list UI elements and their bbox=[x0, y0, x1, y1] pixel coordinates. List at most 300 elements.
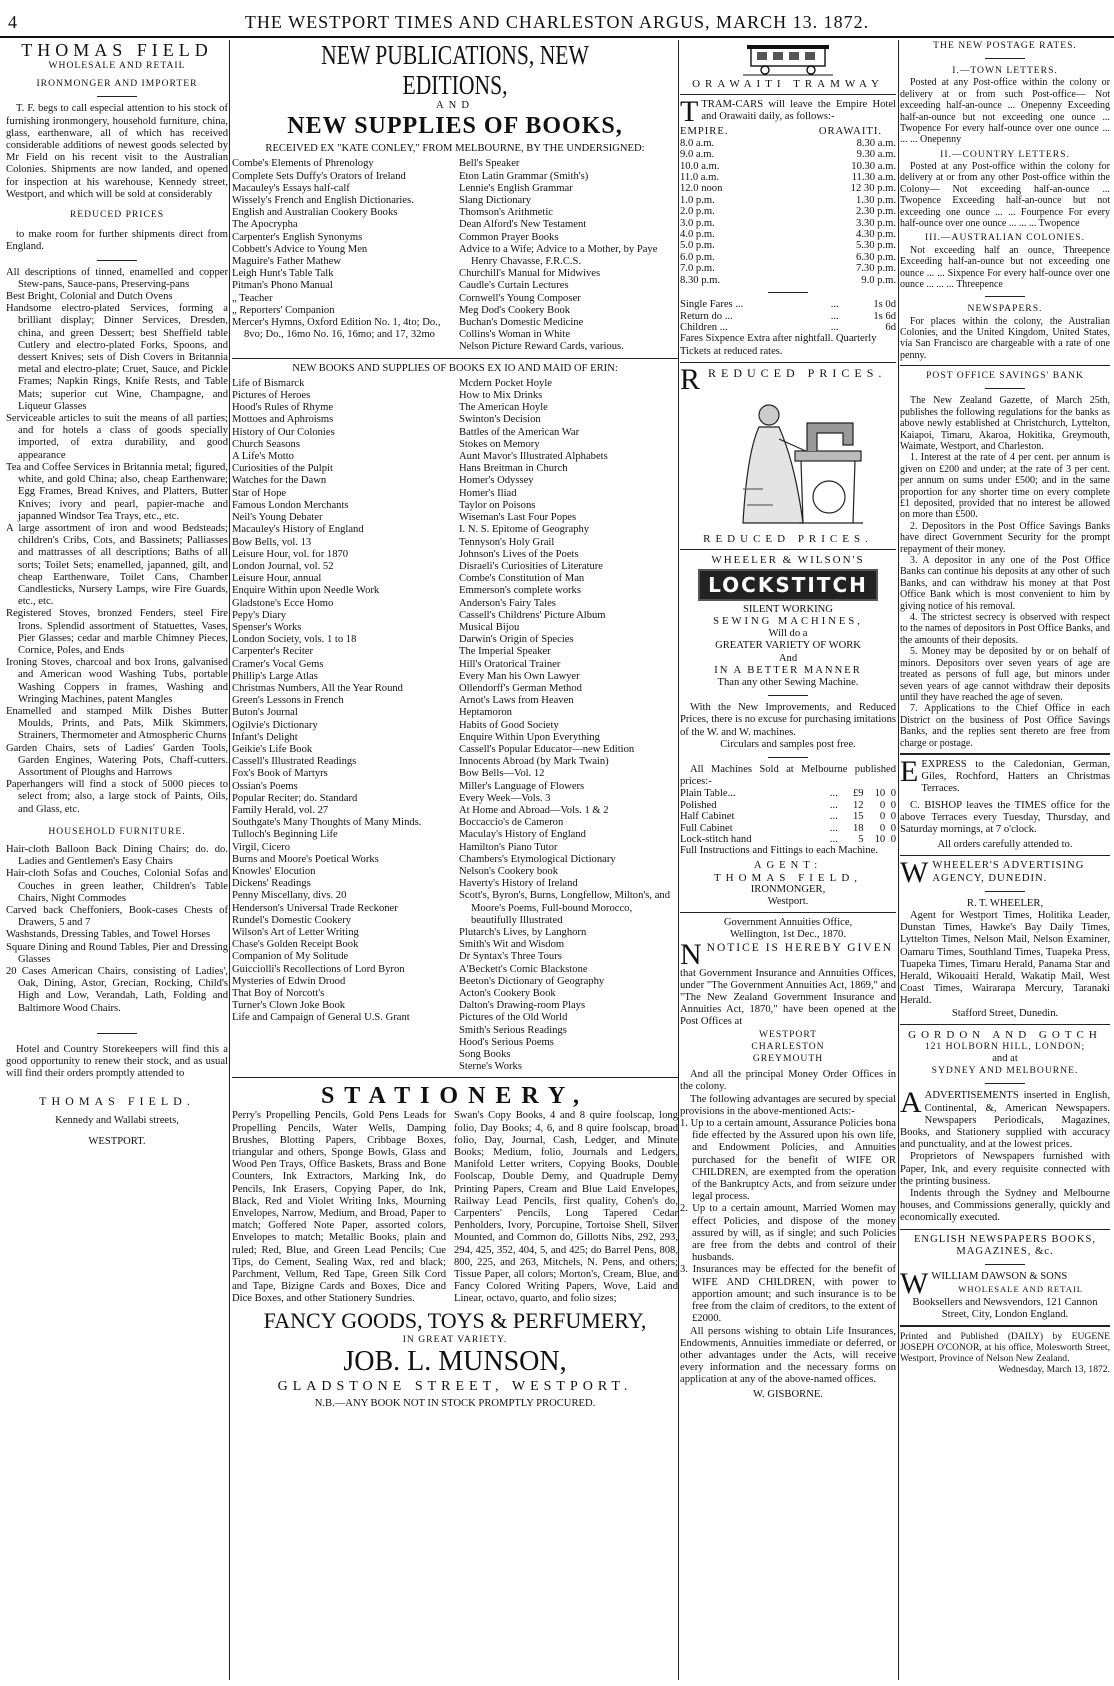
timetable-row-cell: 11.0 a.m. bbox=[680, 172, 720, 184]
town-letters-text: Posted at any Post-office within the colony or delivery at or from such Post-office— Not exceeding half-an-ounce ... Onepenny Exceeding half-an-ounce but not exceeding one ounce ... Twopence For every half-ounce over one ounce ... ... ... Onepenny bbox=[900, 77, 1110, 146]
fare-row-cell: Return do ... bbox=[680, 310, 733, 322]
timetable-row-cell: 8.30 p.m. bbox=[680, 274, 721, 286]
savings-point: 2. Depositors in the Post Office Savings Banks have direct Government Security for the prompt repayment of their money. bbox=[900, 520, 1110, 555]
divider bbox=[680, 912, 896, 913]
timetable-row-cell: 2.30 p.m. bbox=[855, 206, 896, 218]
government-annuities-notice bbox=[680, 917, 896, 1401]
stationery-heading: STATIONERY, bbox=[320, 1083, 590, 1110]
timetable-row-cell: 9.30 a.m. bbox=[856, 149, 896, 161]
price-row-cell: 0 bbox=[890, 822, 896, 834]
furniture-heading: HOUSEHOLD FURNITURE. bbox=[48, 825, 186, 837]
intro-text: T. F. begs to call especial attention to his stock of furnishing ironmongery, household furniture, china, glass, earthenware, all of which has received considerable additions of newest goods selected by Mr Field on his recent visit to the Australian Colonies. Shipments are now landed, and opened for inspection at his warehouse, Kennedy street, Westport, and which will be sold at considerably bbox=[6, 103, 228, 200]
book-title: Famous London Merchants bbox=[232, 499, 349, 511]
book-title: Burns and Moore's Poetical Works bbox=[232, 853, 379, 865]
timetable-row-cell: 6.30 p.m. bbox=[855, 251, 896, 263]
divider bbox=[97, 260, 137, 261]
gov-date: Wellington, 1st Dec., 1870. bbox=[730, 929, 846, 941]
price-row-cell: ... bbox=[829, 788, 838, 800]
timetable-row-cell: 5.0 p.m. bbox=[680, 240, 715, 252]
book-title: Boccaccio's de Cameron bbox=[459, 817, 564, 829]
advertiser-trade: IRONMONGER AND IMPORTER bbox=[36, 78, 198, 90]
advantages-text: The following advantages are secured by special provisions in the above-mentioned Acts:- bbox=[680, 1093, 896, 1117]
book-title: Gladstone's Ecce Homo bbox=[232, 597, 334, 609]
divider bbox=[232, 1077, 678, 1078]
timetable-row bbox=[680, 275, 896, 286]
book-title: Maguire's Father Mathew bbox=[232, 256, 341, 268]
savings-point: 1. Interest at the rate of 4 per cent. per annum is given on £200 and under; at the rate of 3 per cent. per annum on sums under £500; and in the same proportion for any shorter time on every complete £1 deposited, provided that no interest be allowed on more than £500. bbox=[900, 452, 1110, 521]
book-title: Hamilton's Piano Tutor bbox=[459, 841, 558, 853]
signature: THOMAS FIELD. bbox=[39, 1094, 195, 1109]
timetable-row bbox=[680, 172, 896, 183]
book-list-2-heading: NEW BOOKS AND SUPPLIES OF BOOKS EX IO AND MAID OF ERIN: bbox=[292, 362, 618, 374]
headline-2: NEW SUPPLIES OF BOOKS, bbox=[287, 113, 623, 140]
divider bbox=[985, 388, 1025, 389]
agent-name: THOMAS FIELD, bbox=[713, 871, 863, 884]
book-title: Acton's Cookery Book bbox=[459, 988, 556, 1000]
stationery-left: Perry's Propelling Pencils, Gold Pens Leads for Propelling Pencils, Water Wells, Damping Brushes, Blotting Papers, Cribbage Boxes, triangular and others, Sponge Bowls, Glass and Wood Pen Trays, Office Baskets, Brass and Bone Counters, Ink Extractors, Marking Ink, do Pencils, Ink Erasers, Copying Paper, do Ink, Black, Red and Violet Writing Inks, Mourning Envelopes, Narrow, Medium, and Broad, Paper to match; Goffered Note Paper, assorted colors, Envelopes to match; Metallic Books, plain and ruled; Red, Blue, and Green Lead Pencils; Cue Tips, do Cement, Sealing Wax, red and black; Parchment, Vellum, Red Tape, Green Silk Cord and Tape, Bizigne Cards and Boxes, Dice and Dice Boxes, and other Stationery Sundries. bbox=[232, 1110, 446, 1305]
book-title: Hill's Oratorical Trainer bbox=[459, 658, 561, 670]
book-list-2-left bbox=[232, 378, 451, 1074]
price-row-cell: Half Cabinet bbox=[680, 811, 735, 823]
furniture-item: 20 Cases American Chairs, consisting of Ladies', Oak, Dining, Astor, Grecian, Rocking, Child's High and Low, Verandah, Lath, Folding and Baltimore Wood Chairs. bbox=[6, 966, 228, 1014]
drop-cap: W bbox=[900, 1267, 929, 1301]
book-title: The Imperial Speaker bbox=[459, 646, 551, 658]
book-title: Star of Hope bbox=[232, 487, 287, 499]
town-westport: WESTPORT bbox=[758, 1028, 818, 1040]
book-title: Knowles' Elocution bbox=[232, 865, 316, 877]
tramway-advert bbox=[680, 42, 896, 358]
book-title: London Journal, vol. 52 bbox=[232, 560, 334, 572]
divider bbox=[985, 58, 1025, 59]
munson-book-advert bbox=[232, 40, 678, 1680]
book-title: Homer's Iliad bbox=[459, 487, 517, 499]
book-title: Bow Bells—Vol. 12 bbox=[459, 768, 545, 780]
savings-point: 5. Money may be deposited by or on behalf of minors. Depositors over seven years of age are treated as persons of full age, but minors under seven years of age cannot withdraw their deposits until they have reached the age of seven. bbox=[900, 646, 1110, 703]
drop-cap: N bbox=[680, 937, 704, 971]
fare-row-cell: 6d bbox=[885, 321, 896, 333]
advertiser-sub: WHOLESALE AND RETAIL bbox=[48, 60, 186, 71]
gov-office: Government Annuities Office, bbox=[723, 917, 853, 929]
fares-note: Fares Sixpence Extra after nightfall. Quarterly Tickets at reduced rates. bbox=[680, 333, 877, 357]
stock-item: Registered Stoves, bronzed Fenders, steel Fire Irons. Splendid assortment of Statuettes, Vases, Pier Glasses; cedar and marble Chimney Pieces, Cornice, Poles, and Ends bbox=[6, 608, 228, 656]
price-table bbox=[680, 788, 896, 845]
book-title: Popular Reciter; do. Standard bbox=[232, 792, 358, 804]
book-title: Caudle's Curtain Lectures bbox=[459, 280, 569, 292]
timetable-row bbox=[680, 240, 896, 251]
book-title: Eton Latin Grammar (Smith's) bbox=[459, 170, 589, 182]
book-title: Neil's Young Debater bbox=[232, 512, 323, 524]
book-title: Life and Campaign of General U.S. Grant bbox=[232, 1012, 410, 1024]
timetable-row-cell: 6.0 p.m. bbox=[680, 251, 715, 263]
divider bbox=[768, 757, 808, 758]
book-title: Habits of Good Society bbox=[459, 719, 559, 731]
book-title: Battles of the American War bbox=[459, 426, 580, 438]
furniture-item: Hair-cloth Sofas and Couches, Colonial Sofas and Couches in green leather, Children's Table Chairs, Night Commodes bbox=[6, 868, 228, 904]
circulars-text: Circulars and samples post free. bbox=[720, 738, 856, 750]
sewing-machines: SEWING MACHINES, bbox=[713, 615, 863, 627]
headline: NEW PUBLICATIONS, NEW EDITIONS, bbox=[321, 40, 589, 100]
book-title: Cassell's Popular Educator—new Edition bbox=[459, 743, 635, 755]
drop-cap: W bbox=[900, 856, 930, 890]
book-title: Cassell's Childrens' Picture Album bbox=[459, 609, 606, 621]
closing-text: Hotel and Country Storekeepers will find this a good opportunity to renew their stock, and as usual will find their orders promptly attended to bbox=[6, 1043, 228, 1080]
page-number: 4 bbox=[8, 12, 17, 32]
newspaper-title: THE WESTPORT TIMES AND CHARLESTON ARGUS, MARCH 13. 1872. bbox=[244, 12, 870, 32]
wheeler-text: Agent for Westport Times, Holitika Leader, Dunstan Times, Hawke's Bay Daily Times, Lyttelton Times, Nelson Mail, Nelson Examiner, Oamaru Times, Southland Times, Tuapeka Press, Tuapeka Times, Timaru Herald, Panama Star and Herald, Wikouaiti Herald, Wakatip Mail, West Coast Times, Wairarapa Mercury, Taranaki Herald. bbox=[900, 909, 1110, 1007]
book-title: Church Seasons bbox=[232, 438, 300, 450]
advantage-point: 3. Insurances may be effected for the benefit of WIFE AND CHILDREN, with power to apportion amount; and such insurance is to be free from the claim of creditors, to the extent of £2000. bbox=[680, 1264, 896, 1325]
book-title: That Boy of Norcott's bbox=[232, 988, 325, 1000]
lockstitch-badge: LOCKSTITCH bbox=[698, 569, 878, 601]
divider bbox=[900, 1024, 1110, 1025]
divider bbox=[985, 891, 1025, 892]
fare-row-cell: ... bbox=[830, 321, 839, 333]
book-title: Scott's, Byron's, Burns, Longfellow, Milton's, and Moore's Poems, Full-bound Morocco, beautifully Illustrated bbox=[459, 890, 671, 926]
stock-item: A large assortment of iron and wood Bedsteads; children's Cribs, Cots, and Bassinets; Palliasses and mattrasses of all descriptions; Baths of all sorts; Toilet Sets; enamelled, japanned, gilt, and cheap Earthenware, Toilet Cans, Chamber Candlesticks, Nursery Lamps, wire Fire Guards, etc., etc. bbox=[6, 522, 228, 608]
book-title: Lennie's English Grammar bbox=[459, 182, 573, 194]
agent-town: Westport. bbox=[767, 896, 809, 907]
fare-row-cell: ... bbox=[830, 299, 839, 311]
book-title: Henderson's Universal Trade Reckoner bbox=[232, 902, 398, 914]
fare-row-cell: Children ... bbox=[680, 321, 728, 333]
price-row-cell: 18 bbox=[852, 822, 864, 834]
price-row-cell: 0 bbox=[879, 799, 886, 811]
book-title: The American Hoyle bbox=[459, 402, 548, 414]
book-title: Miller's Language of Flowers bbox=[459, 780, 585, 792]
book-title: Complete Sets Duffy's Orators of Ireland bbox=[232, 170, 406, 182]
savings-point: 7. Applications to the Chief Office in each District on the business of Post Office Savings Banks, and the replies sent thereto are free from charge or postage. bbox=[900, 703, 1110, 749]
book-title: „ Reporters' Companion bbox=[232, 304, 335, 316]
headline-and: AND bbox=[436, 100, 474, 111]
divider bbox=[97, 1033, 137, 1034]
book-title: Churchill's Manual for Midwives bbox=[459, 268, 601, 280]
sold-text: All Machines Sold at Melbourne published prices:- bbox=[680, 763, 896, 788]
book-title: Darwin's Origin of Species bbox=[459, 634, 574, 646]
fare-row-cell: ... bbox=[830, 310, 839, 322]
timetable-row bbox=[680, 195, 896, 206]
imprint: Printed and Published (DAILY) by EUGENE JOSEPH O'CONOR, at his office, Molesworth Street, Westport, Province of Nelson New Zealand. bbox=[900, 1331, 1110, 1365]
country-letters-text: Posted at any Post-office within the colony for delivery at or from any other Post-office within the Colony— Not exceeding half-an-ounce ... Twopence Exceeding half-an-ounce but not exceeding one ounce ... ... Fourpence For every half-ounce over one ounce ... ... ... Twopence bbox=[900, 161, 1110, 230]
price-row-cell: 10 bbox=[874, 788, 886, 800]
fare-row-cell: 1s 0d bbox=[873, 299, 896, 311]
book-title: Aunt Mavor's Illustrated Alphabets bbox=[459, 451, 608, 463]
dawson-sub: WHOLESALE AND RETAIL bbox=[958, 1284, 1084, 1295]
orders-text: All orders carefully attended to. bbox=[937, 839, 1073, 851]
timetable-row-cell: 4.30 p.m. bbox=[855, 229, 896, 241]
book-title: Homer's Odyssey bbox=[459, 475, 534, 487]
book-title: Christmas Numbers, All the Year Round bbox=[232, 682, 403, 694]
savings-text: The New Zealand Gazette, of March 25th, publishes the following regulations for the banks as above newly established at Christchurch, Lyttelton, Kaiapoi, Timaru, Akaroa, Hokitika, Greymouth, Waimate, Westport, and Charleston. bbox=[900, 395, 1110, 452]
price-row-cell: 15 bbox=[852, 811, 864, 823]
book-title: Leisure Hour, vol. for 1870 bbox=[232, 548, 349, 560]
book-title: Turner's Clown Joke Book bbox=[232, 1000, 346, 1012]
price-row-cell: 5 bbox=[858, 833, 864, 845]
stock-item: Enamelled and stamped Milk Dishes Butter Moulds, Prints, and Pats, Milk Skimmers, Strainers, Thermometer and Atmospheric Churns bbox=[6, 705, 228, 742]
divider bbox=[985, 1083, 1025, 1084]
book-title: Chase's Golden Receipt Book bbox=[232, 939, 359, 951]
divider bbox=[900, 753, 1110, 755]
price-row-cell: 0 bbox=[879, 822, 886, 834]
book-title: Emmerson's complete works bbox=[459, 585, 581, 597]
book-title: Leisure Hour, annual bbox=[232, 573, 322, 585]
divider bbox=[900, 1229, 1110, 1230]
reduced-prices-bottom: REDUCED PRICES. bbox=[703, 532, 873, 545]
book-title: Beeton's Dictionary of Geography bbox=[459, 975, 605, 987]
nb-line: N.B.—ANY BOOK NOT IN STOCK PROMPTLY PROCURED. bbox=[314, 1397, 596, 1409]
and-line: And bbox=[778, 652, 798, 664]
advertiser-name: THOMAS FIELD bbox=[21, 40, 213, 60]
divider bbox=[768, 695, 808, 696]
book-title: Virgil, Cicero bbox=[232, 841, 291, 853]
drop-cap: R bbox=[680, 362, 706, 396]
divider bbox=[900, 855, 1110, 856]
stock-item: Serviceable articles to suit the means of all parties; and for hotels a class of goods specially imported, of extra durability, and good appearance bbox=[6, 413, 228, 461]
timetable-row-cell: 2.0 p.m. bbox=[680, 206, 715, 218]
drop-cap: T bbox=[680, 95, 699, 128]
price-row-cell: ... bbox=[829, 811, 838, 823]
divider bbox=[680, 94, 896, 95]
book-title: Pepy's Diary bbox=[232, 609, 286, 621]
book-title: London Society, vols. 1 to 18 bbox=[232, 634, 357, 646]
bishop-text: C. BISHOP leaves the TIMES office for the above Terraces every Tuesday, Thursday, and Saturday mornings, at 7 o'clock. bbox=[900, 799, 1110, 835]
book-title: Song Books bbox=[459, 1049, 511, 1061]
price-row-cell: Full Cabinet bbox=[680, 822, 733, 834]
town-charleston: CHARLESTON bbox=[751, 1040, 825, 1052]
stock-item: Ironing Stoves, charcoal and box Irons, galvanised and American wood Washing Tubs, portable Washing Coppers in frames, Washing and Wringing Machines, patent Mangles bbox=[6, 657, 228, 705]
fares-table bbox=[680, 299, 896, 333]
price-row-cell: 0 bbox=[890, 811, 896, 823]
book-title: Mottoes and Aphroisms bbox=[232, 414, 334, 426]
book-title: Wilson's Art of Letter Writing bbox=[232, 927, 359, 938]
furniture-item: Hair-cloth Balloon Back Dining Chairs; do. do. Ladies and Gentlemen's Easy Chairs bbox=[6, 843, 228, 868]
book-title: Maculay's History of England bbox=[459, 829, 586, 841]
price-row-cell: £9 bbox=[852, 788, 864, 800]
timetable-head-orawaiti: ORAWAITI. bbox=[818, 126, 882, 138]
book-title: Plutarch's Lives, by Langhorn bbox=[459, 927, 587, 938]
sewing-machine-illustration bbox=[703, 393, 873, 531]
book-title: Penny Miscellany, divs. 20 bbox=[232, 890, 347, 902]
fare-row-cell: 1s 6d bbox=[873, 310, 896, 322]
book-title: Mysteries of Edwin Drood bbox=[232, 975, 346, 987]
book-title: Cornwell's Young Composer bbox=[459, 292, 581, 304]
gov-closing: All persons wishing to obtain Life Insurances, Endowments, Annuities immediate or deferred, or other advantages under the Acts, will receive every information and the necessary forms on application at any of the above-named offices. bbox=[680, 1325, 896, 1386]
advertisements-text: AADVERTISEMENTS inserted in English, Continental, &, American Newspapers. Newspapers Periodicals, Magazines, Books, and Stationery supplied with accuracy and punctuality, and at the lowest prices. bbox=[900, 1086, 1110, 1151]
divider bbox=[900, 365, 1110, 366]
book-title: Guicciolli's Recollections of Lord Byron bbox=[232, 963, 405, 975]
reduced-prices-top: RREDUCED PRICES. bbox=[680, 362, 887, 396]
furniture-item: Square Dining and Round Tables, Pier and Dressing Glasses bbox=[6, 941, 228, 965]
divider bbox=[232, 358, 678, 359]
masthead bbox=[0, 6, 1114, 38]
column-4 bbox=[900, 40, 1110, 1680]
greater-variety: GREATER VARIETY OF WORK bbox=[715, 640, 861, 652]
book-title: Every Week—Vols. 3 bbox=[459, 792, 551, 804]
book-title: Macauley's Essays half-calf bbox=[232, 182, 350, 194]
gov-signature: W. GISBORNE. bbox=[753, 1388, 823, 1400]
dawson-name: WWILLIAM DAWSON & SONS bbox=[900, 1267, 1068, 1301]
advantages-list bbox=[680, 1118, 896, 1325]
book-title: Bow Bells, vol. 13 bbox=[232, 536, 312, 548]
book-title: Mercer's Hymns, Oxford Edition No. 1, 4to; Do., 8vo; Do., 16mo No. 16, 16mo; and 17, 32mo bbox=[232, 317, 441, 341]
fancy-goods-heading: FANCY GOODS, TOYS & PERFUMERY, bbox=[263, 1307, 647, 1333]
book-title: At Home and Abroad—Vols. 1 & 2 bbox=[459, 804, 609, 816]
silent-working: SILENT WORKING bbox=[743, 603, 833, 615]
book-title: Fox's Book of Martyrs bbox=[232, 768, 328, 780]
town-greymouth: GREYMOUTH bbox=[752, 1053, 824, 1065]
book-title: Arnot's Laws from Heaven bbox=[459, 695, 574, 707]
wheeler-wilson-name: WHEELER & WILSON'S bbox=[711, 553, 865, 566]
book-title: Collins's Woman in White bbox=[459, 329, 571, 341]
timetable-row bbox=[680, 252, 896, 263]
furniture-item: Carved back Cheffoniers, Book-cases Chests of Drawers, 5 and 7 bbox=[6, 905, 228, 929]
book-list-2-right bbox=[459, 378, 678, 1074]
stock-item: Paperhangers will find a stock of 5000 pieces to select from; also, a large stock of Paints, Oils, and Glass, etc. bbox=[6, 779, 228, 815]
book-title: Pictures of Heroes bbox=[232, 390, 311, 402]
book-title: Rundel's Domestic Cookery bbox=[232, 914, 352, 926]
column-3 bbox=[680, 40, 896, 1680]
timetable-row-cell: 5.30 p.m. bbox=[855, 240, 896, 252]
book-title: Ogilvie's Dictionary bbox=[232, 719, 318, 731]
book-title: Johnson's Lives of the Poets bbox=[459, 548, 579, 560]
book-title: Enquire Within Upon Everything bbox=[459, 731, 600, 743]
wheeler-address: Stafford Street, Dunedin. bbox=[951, 1007, 1059, 1019]
drop-cap: E bbox=[900, 754, 919, 788]
wheeler-heading: WWHEELER'S ADVERTISING AGENCY, DUNEDIN. bbox=[900, 856, 1085, 890]
book-title: Buton's Journal bbox=[232, 707, 298, 719]
timetable-head-empire: EMPIRE. bbox=[680, 126, 729, 138]
price-row-cell: Polished bbox=[680, 799, 717, 811]
drop-cap: A bbox=[900, 1086, 922, 1120]
book-title: Cobbett's Advice to Young Men bbox=[232, 243, 368, 255]
book-title: Wiseman's Last Four Popes bbox=[459, 512, 577, 524]
book-title: How to Mix Drinks bbox=[459, 390, 543, 402]
book-title: Ollendorff's German Method bbox=[459, 682, 582, 694]
than-line: Than any other Sewing Machine. bbox=[717, 676, 859, 688]
timetable-row bbox=[680, 206, 896, 217]
tramway-intro: TTRAM-CARS will leave the Empire Hotel and Orawaiti daily, as follows:- bbox=[680, 95, 896, 128]
book-title: Hood's Rules of Rhyme bbox=[232, 402, 334, 414]
timetable-row-cell: 8.30 a.m. bbox=[856, 137, 896, 149]
book-title: The Apocrypha bbox=[232, 219, 298, 231]
reduced-prices-text: to make room for further shipments direct from England. bbox=[6, 229, 228, 253]
book-title: Tennyson's Holy Grail bbox=[459, 536, 555, 548]
stock-item: Garden Chairs, sets of Ladies' Garden Tools, Garden Engines, Watering Pots, Chaff-cutters. Assortment of Ploughs and Harrows bbox=[6, 742, 228, 778]
price-row bbox=[680, 788, 896, 799]
price-row-cell: Lock-stitch hand bbox=[680, 833, 752, 845]
book-title: Green's Lessons in French bbox=[232, 695, 344, 707]
fare-row bbox=[680, 299, 896, 310]
book-title: Nelson Picture Reward Cards, various. bbox=[459, 341, 624, 353]
divider bbox=[97, 96, 137, 97]
book-title: A'Beckett's Comic Blackstone bbox=[459, 963, 588, 975]
timetable-row-cell: 8.0 a.m. bbox=[680, 137, 715, 149]
price-row-cell: Plain Table... bbox=[680, 788, 736, 800]
column-rule bbox=[678, 40, 679, 1680]
book-title: Hans Breitman in Church bbox=[459, 463, 568, 475]
will-do: Will do a bbox=[768, 628, 808, 640]
timetable-row bbox=[680, 161, 896, 172]
timetable-row bbox=[680, 229, 896, 240]
book-title: Thomson's Arithmetic bbox=[459, 207, 554, 219]
notice-text: that Government Insurance and Annuities Offices, under "The Government Annuities Act, 1869," and "The New Zealand Government Insurance and Annuities Act, 1870," have been opened at the Post Offices at bbox=[680, 967, 896, 1028]
savings-point: 3. A depositor in any one of the Post Office Banks can continue his deposits at any other of such Banks, and can withdraw his money at that Post Office Bank which is most convenient to him by giving notice of his removal. bbox=[900, 555, 1110, 612]
book-title: Bell's Speaker bbox=[459, 158, 520, 170]
timetable-row bbox=[680, 263, 896, 274]
price-row-cell: 0 bbox=[890, 833, 896, 845]
timetable-row bbox=[680, 149, 896, 160]
received-line: RECEIVED EX "KATE CONLEY," FROM MELBOURNE, BY THE UNDERSIGNED: bbox=[265, 143, 645, 155]
stock-item: Best Bright, Colonial and Dutch Ovens bbox=[6, 291, 173, 303]
price-row-cell: 0 bbox=[890, 799, 896, 811]
timetable-row-cell: 12 30 p.m. bbox=[850, 183, 896, 195]
book-title: Advice to a Wife; Advice to a Mother, by Paye Henry Chavasse, F.R.C.S. bbox=[459, 243, 658, 268]
book-title: Slang Dictionary bbox=[459, 195, 532, 207]
book-title: Common Prayer Books bbox=[459, 231, 559, 243]
advertisements-text-3: Indents through the Sydney and Melbourne houses, and Commissions generally, quickly and economically executed. bbox=[900, 1188, 1110, 1224]
book-title: Swinton's Decision bbox=[459, 414, 541, 426]
book-title: Leigh Hunt's Table Talk bbox=[232, 268, 334, 280]
timetable-row-cell: 3.0 p.m. bbox=[680, 217, 715, 229]
price-row-cell: ... bbox=[829, 833, 838, 845]
munson-street: GLADSTONE STREET, WESTPORT. bbox=[277, 1378, 633, 1394]
timetable-row bbox=[680, 183, 896, 194]
tram-car-illustration bbox=[743, 42, 833, 76]
book-title: Combe's Elements of Phrenology bbox=[232, 158, 374, 170]
book-title: Family Herald, vol. 27 bbox=[232, 804, 329, 816]
book-title: Taylor on Poisons bbox=[459, 499, 536, 511]
imprint-date: Wednesday, March 13, 1872. bbox=[998, 1364, 1110, 1376]
advantage-point: 1. Up to a certain amount, Assurance Policies bona fide effected by the Assured upon his own life, and Endowment Policies, and Annuities purchased for the benefit of WIFE OR CHILDREN, are exempted from the operation of the Bankruptcy Acts, and from seizure under legal process. bbox=[680, 1118, 896, 1203]
timetable-row bbox=[680, 138, 896, 149]
divider bbox=[900, 1325, 1110, 1327]
book-title: History of Our Colonies bbox=[232, 426, 335, 438]
agent-label: AGENT: bbox=[753, 859, 823, 871]
furniture-list bbox=[6, 844, 228, 1015]
book-title: Chambers's Etymological Dictionary bbox=[459, 853, 616, 865]
gordon-and: and at bbox=[992, 1053, 1018, 1064]
book-title: Phillip's Large Atlas bbox=[232, 670, 318, 682]
agent-trade: IRONMONGER, bbox=[750, 883, 826, 895]
newspapers-heading: NEWSPAPERS. bbox=[967, 303, 1043, 315]
timetable-row-cell: 12.0 noon bbox=[680, 183, 723, 195]
timetable-row-cell: 1.30 p.m. bbox=[855, 194, 896, 206]
book-title: Heptamoron bbox=[459, 707, 512, 719]
dawson-text: Booksellers and Newsvendors, 121 Cannon Street, City, London England. bbox=[912, 1297, 1098, 1321]
savings-point: 4. The strictest secrecy is observed with respect to the names of depositors in Post Office Banks, and the amounts of their deposits. bbox=[900, 612, 1110, 646]
divider bbox=[985, 1264, 1025, 1265]
book-list-1 bbox=[232, 158, 678, 353]
book-title: Combe's Constitution of Man bbox=[459, 573, 585, 585]
book-title: Meg Dod's Cookery Book bbox=[459, 304, 571, 316]
gordon-gotch-name: GORDON AND GOTCH bbox=[908, 1028, 1102, 1041]
australian-text: Not exceeding half an ounce, Threepence Exceeding half-an-ounce but not exceeding one ounce ... ... Sixpence For every half-ounce over one ounce ... ... ... Threepence bbox=[900, 244, 1110, 290]
book-title: Dalton's Drawing-room Plays bbox=[459, 1000, 586, 1012]
book-list-1-left bbox=[232, 158, 451, 353]
book-title: Spenser's Works bbox=[232, 621, 302, 633]
variety-line: IN GREAT VARIETY. bbox=[402, 1333, 508, 1345]
book-title: Smith's Serious Readings bbox=[459, 1024, 567, 1036]
book-list-1-right bbox=[459, 158, 678, 353]
gordon-address: 121 HOLBORN HILL, LONDON; bbox=[924, 1040, 1086, 1052]
stock-item: Tea and Coffee Services in Britannia metal; figured, white, and gold China; also, cheap Earthenware; Egg Frames, Bread Knives, and Platters, Butter Knives; ivory and pearl, papier-mache and japanned Windsor Tea Trays, etc., etc. bbox=[6, 461, 228, 522]
book-title: „ Teacher bbox=[232, 292, 273, 304]
price-row-cell: 0 bbox=[879, 811, 886, 823]
book-title: Stokes on Memory bbox=[459, 438, 540, 450]
timetable-row-cell: 9.0 a.m. bbox=[680, 149, 715, 161]
timetable-row-cell: 11.30 a.m. bbox=[851, 172, 896, 184]
stock-item: All descriptions of tinned, enamelled and copper Stew-pans, Sauce-pans, Preserving-pans bbox=[6, 266, 228, 290]
advantage-point: 2. Up to a certain amount, Married Women may effect Policies, and dispose of the money assured by will, as if single; and such Policies are free from the debts and control of their husbands. bbox=[680, 1203, 896, 1264]
